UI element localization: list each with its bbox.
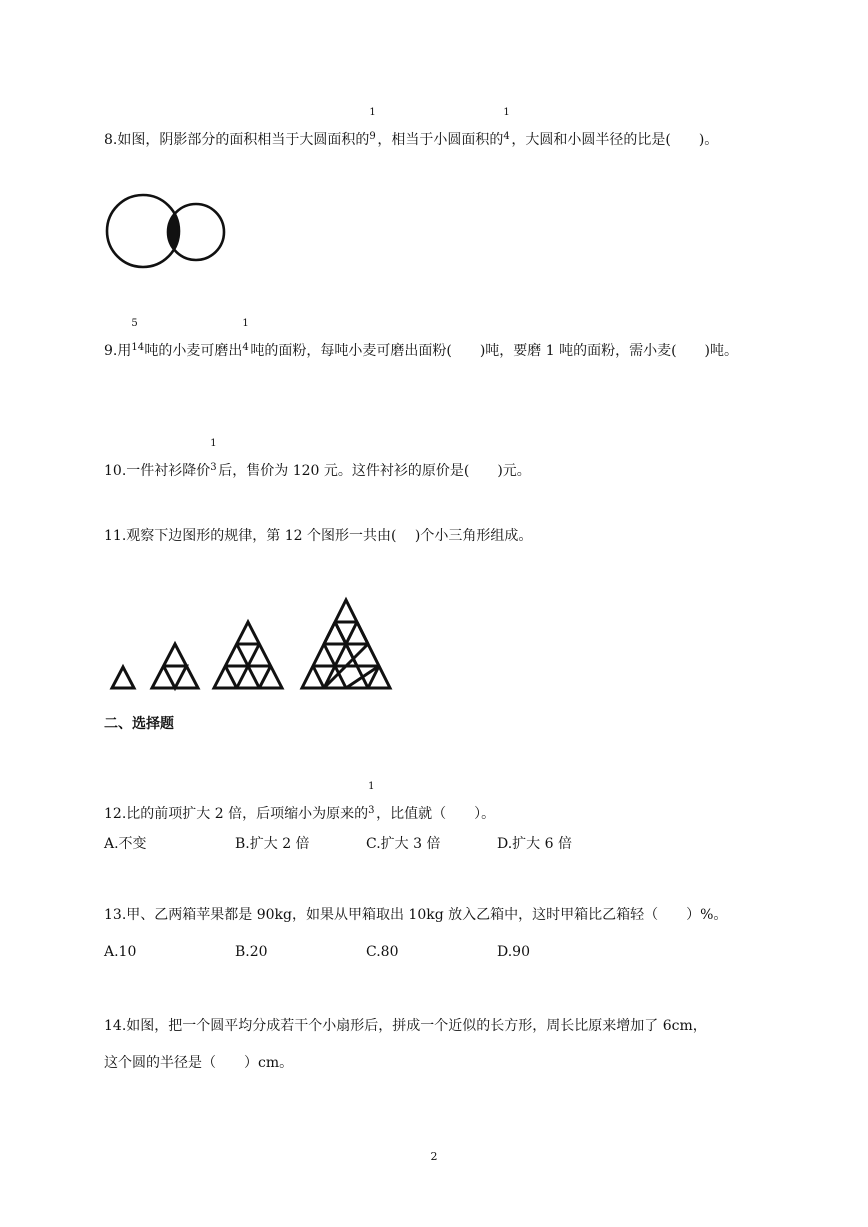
overlapping-circles-figure bbox=[100, 185, 240, 280]
question-13 bbox=[104, 905, 727, 925]
q14-text-line-2: 这个圆的半径是（ ）cm。 bbox=[104, 1055, 294, 1071]
fraction-1-3: 1 3 bbox=[368, 781, 375, 816]
q8-text-b: ，相当于小圆面积的 bbox=[377, 132, 504, 148]
section-heading-multiple-choice: 二、选择题 bbox=[104, 716, 174, 732]
q12-text-a: 12.比的前项扩大 2 倍，后项缩小为原来的 bbox=[104, 806, 369, 822]
page-number: 2 bbox=[430, 1150, 438, 1163]
q10-text-a: 10.一件衬衫降价 bbox=[104, 463, 211, 479]
q11-text: 11.观察下边图形的规律，第 12 个图形一共由( )个小三角形组成。 bbox=[104, 528, 533, 544]
q12-options bbox=[104, 833, 628, 853]
q12-option-b[interactable]: B.扩大 2 倍 bbox=[235, 836, 310, 852]
q9-text-a: 9.用 bbox=[104, 343, 132, 359]
fraction-5-14: 5 14 bbox=[131, 318, 145, 353]
q14-text-line-1: 14.如图，把一个圆平均分成若干个小扇形后，拼成一个近似的长方形，周长比原来增加了 6cm， bbox=[104, 1018, 707, 1034]
q12-option-a[interactable]: A.不变 bbox=[104, 836, 147, 852]
triangle-figure-4 bbox=[302, 600, 390, 688]
fraction-1-9: 1 9 bbox=[369, 107, 376, 142]
q9-text-c: 吨的面粉，每吨小麦可磨出面粉( )吨，要磨 1 吨的面粉，需小麦( )吨。 bbox=[250, 343, 739, 359]
q9-text-b: 吨的小麦可磨出 bbox=[144, 343, 243, 359]
q10-text-b: 后，售价为 120 元。这件衬衫的原价是( )元。 bbox=[218, 463, 531, 479]
triangle-figure-2 bbox=[152, 644, 198, 688]
q8-text-a: 8.如图，阴影部分的面积相当于大圆面积的 bbox=[104, 132, 370, 148]
q13-option-d[interactable]: D.90 bbox=[497, 944, 530, 960]
q13-options bbox=[104, 944, 628, 960]
q13-option-a[interactable]: A.10 bbox=[104, 944, 137, 960]
question-10 bbox=[104, 438, 531, 481]
q13-option-b[interactable]: B.20 bbox=[235, 944, 268, 960]
q13-text: 13.甲、乙两箱苹果都是 90kg，如果从甲箱取出 10kg 放入乙箱中，这时甲箱比乙箱轻（ ）%。 bbox=[104, 907, 728, 923]
question-9 bbox=[104, 318, 739, 361]
question-14-line-2 bbox=[104, 1053, 293, 1073]
fraction-1-4: 1 4 bbox=[503, 107, 510, 142]
question-12 bbox=[104, 781, 496, 824]
triangle-figure-1 bbox=[112, 667, 134, 688]
triangle-figure-3 bbox=[214, 622, 282, 688]
q8-text-c: ，大圆和小圆半径的比是( )。 bbox=[511, 132, 719, 148]
question-8 bbox=[104, 107, 719, 150]
fraction-1-3: 1 3 bbox=[210, 438, 217, 473]
question-11 bbox=[104, 526, 532, 546]
question-14-line-1 bbox=[104, 1016, 707, 1036]
q13-option-c[interactable]: C.80 bbox=[366, 944, 399, 960]
triangle-pattern-figure bbox=[108, 596, 398, 692]
q12-text-b: ，比值就（ ）。 bbox=[376, 806, 496, 822]
q12-option-c[interactable]: C.扩大 3 倍 bbox=[366, 836, 441, 852]
q12-option-d[interactable]: D.扩大 6 倍 bbox=[497, 836, 572, 852]
fraction-1-4: 1 4 bbox=[242, 318, 249, 353]
